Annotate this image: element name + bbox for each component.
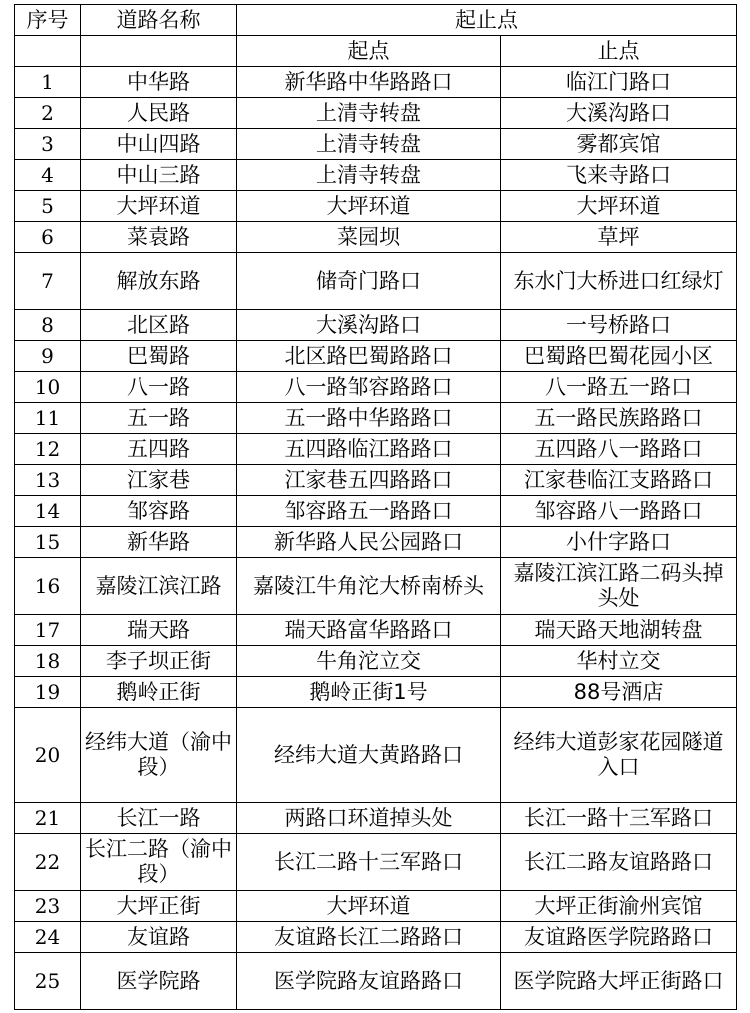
row-end-point: 东水门大桥进口红绿灯 [501, 253, 737, 310]
row-start-point: 鹅岭正街1号 [237, 677, 501, 708]
row-road-name: 八一路 [81, 372, 237, 403]
table-row [15, 615, 737, 646]
row-index: 3 [15, 129, 81, 160]
row-index: 12 [15, 434, 81, 465]
table-row [15, 465, 737, 496]
header-end: 止点 [501, 36, 737, 67]
table-row [15, 496, 737, 527]
header-road-name-blank [81, 36, 237, 67]
row-end-point: 长江二路友谊路路口 [501, 834, 737, 891]
row-end-point: 雾都宾馆 [501, 129, 737, 160]
row-road-name: 大坪环道 [81, 191, 237, 222]
row-end-point: 长江一路十三军路口 [501, 803, 737, 834]
row-start-point: 友谊路长江二路路口 [237, 922, 501, 953]
row-index: 24 [15, 922, 81, 953]
row-road-name: 中山四路 [81, 129, 237, 160]
row-index: 5 [15, 191, 81, 222]
table-row [15, 708, 737, 803]
row-end-point: 八一路五一路口 [501, 372, 737, 403]
table-row [15, 922, 737, 953]
row-start-point: 上清寺转盘 [237, 160, 501, 191]
row-road-name: 五一路 [81, 403, 237, 434]
table-row [15, 372, 737, 403]
header-index-blank [15, 36, 81, 67]
row-start-point: 五四路临江路路口 [237, 434, 501, 465]
header-row-bottom [15, 36, 737, 67]
row-index: 2 [15, 98, 81, 129]
row-index: 19 [15, 677, 81, 708]
table-row [15, 98, 737, 129]
row-index: 18 [15, 646, 81, 677]
row-index: 8 [15, 310, 81, 341]
row-road-name: 巴蜀路 [81, 341, 237, 372]
row-end-point: 一号桥路口 [501, 310, 737, 341]
row-start-point: 上清寺转盘 [237, 129, 501, 160]
row-end-point: 临江门路口 [501, 67, 737, 98]
row-road-name: 长江二路（渝中段） [81, 834, 237, 891]
row-end-point: 华村立交 [501, 646, 737, 677]
table-row [15, 160, 737, 191]
row-index: 10 [15, 372, 81, 403]
row-end-point: 小什字路口 [501, 527, 737, 558]
row-index: 7 [15, 253, 81, 310]
row-road-name: 解放东路 [81, 253, 237, 310]
row-start-point: 上清寺转盘 [237, 98, 501, 129]
row-road-name: 友谊路 [81, 922, 237, 953]
row-index: 20 [15, 708, 81, 803]
row-end-point: 大坪环道 [501, 191, 737, 222]
header-start: 起点 [237, 36, 501, 67]
row-start-point: 大溪沟路口 [237, 310, 501, 341]
row-start-point: 新华路人民公园路口 [237, 527, 501, 558]
table-row [15, 803, 737, 834]
row-end-point: 五一路民族路路口 [501, 403, 737, 434]
row-end-point: 大坪正街渝州宾馆 [501, 891, 737, 922]
row-road-name: 中华路 [81, 67, 237, 98]
table-row [15, 953, 737, 1010]
row-road-name: 中山三路 [81, 160, 237, 191]
row-end-point: 大溪沟路口 [501, 98, 737, 129]
row-end-point: 88号酒店 [501, 677, 737, 708]
row-index: 25 [15, 953, 81, 1010]
row-start-point: 五一路中华路路口 [237, 403, 501, 434]
table-row [15, 891, 737, 922]
table-row [15, 434, 737, 465]
row-start-point: 大坪环道 [237, 191, 501, 222]
row-road-name: 长江一路 [81, 803, 237, 834]
row-end-point: 飞来寺路口 [501, 160, 737, 191]
row-road-name: 嘉陵江滨江路 [81, 558, 237, 615]
table-row [15, 646, 737, 677]
row-index: 17 [15, 615, 81, 646]
table-row [15, 677, 737, 708]
row-start-point: 八一路邹容路路口 [237, 372, 501, 403]
table-row [15, 310, 737, 341]
road-table [14, 4, 737, 1010]
row-index: 23 [15, 891, 81, 922]
row-road-name: 新华路 [81, 527, 237, 558]
row-index: 1 [15, 67, 81, 98]
row-start-point: 北区路巴蜀路路口 [237, 341, 501, 372]
row-start-point: 菜园坝 [237, 222, 501, 253]
row-index: 22 [15, 834, 81, 891]
road-table-body [15, 5, 737, 1010]
row-start-point: 瑞天路富华路路口 [237, 615, 501, 646]
table-row [15, 67, 737, 98]
row-road-name: 五四路 [81, 434, 237, 465]
row-road-name: 北区路 [81, 310, 237, 341]
table-row [15, 253, 737, 310]
row-end-point: 医学院路大坪正街路口 [501, 953, 737, 1010]
row-index: 6 [15, 222, 81, 253]
table-row [15, 403, 737, 434]
row-end-point: 瑞天路天地湖转盘 [501, 615, 737, 646]
row-start-point: 两路口环道掉头处 [237, 803, 501, 834]
row-end-point: 经纬大道彭家花园隧道入口 [501, 708, 737, 803]
row-index: 9 [15, 341, 81, 372]
row-start-point: 嘉陵江牛角沱大桥南桥头 [237, 558, 501, 615]
table-row [15, 191, 737, 222]
row-start-point: 医学院路友谊路路口 [237, 953, 501, 1010]
row-index: 15 [15, 527, 81, 558]
table-row [15, 341, 737, 372]
row-road-name: 鹅岭正街 [81, 677, 237, 708]
row-road-name: 大坪正街 [81, 891, 237, 922]
row-start-point: 新华路中华路路口 [237, 67, 501, 98]
header-index: 序号 [15, 5, 81, 36]
row-start-point: 牛角沱立交 [237, 646, 501, 677]
row-road-name: 人民路 [81, 98, 237, 129]
header-road-name: 道路名称 [81, 5, 237, 36]
row-end-point: 江家巷临江支路路口 [501, 465, 737, 496]
row-road-name: 江家巷 [81, 465, 237, 496]
row-road-name: 菜袁路 [81, 222, 237, 253]
row-index: 16 [15, 558, 81, 615]
row-index: 4 [15, 160, 81, 191]
row-start-point: 江家巷五四路路口 [237, 465, 501, 496]
row-start-point: 大坪环道 [237, 891, 501, 922]
row-end-point: 嘉陵江滨江路二码头掉头处 [501, 558, 737, 615]
table-row [15, 558, 737, 615]
row-road-name: 瑞天路 [81, 615, 237, 646]
row-road-name: 医学院路 [81, 953, 237, 1010]
row-end-point: 巴蜀路巴蜀花园小区 [501, 341, 737, 372]
table-row [15, 834, 737, 891]
row-start-point: 长江二路十三军路口 [237, 834, 501, 891]
header-row-top [15, 5, 737, 36]
row-road-name: 李子坝正街 [81, 646, 237, 677]
header-span: 起止点 [237, 5, 737, 36]
row-start-point: 经纬大道大黄路路口 [237, 708, 501, 803]
row-end-point: 草坪 [501, 222, 737, 253]
row-start-point: 储奇门路口 [237, 253, 501, 310]
row-index: 14 [15, 496, 81, 527]
row-end-point: 友谊路医学院路路口 [501, 922, 737, 953]
table-row [15, 129, 737, 160]
row-index: 13 [15, 465, 81, 496]
row-end-point: 五四路八一路路口 [501, 434, 737, 465]
table-row [15, 222, 737, 253]
row-index: 11 [15, 403, 81, 434]
row-end-point: 邹容路八一路路口 [501, 496, 737, 527]
row-start-point: 邹容路五一路路口 [237, 496, 501, 527]
row-road-name: 邹容路 [81, 496, 237, 527]
row-road-name: 经纬大道（渝中段） [81, 708, 237, 803]
table-row [15, 527, 737, 558]
row-index: 21 [15, 803, 81, 834]
